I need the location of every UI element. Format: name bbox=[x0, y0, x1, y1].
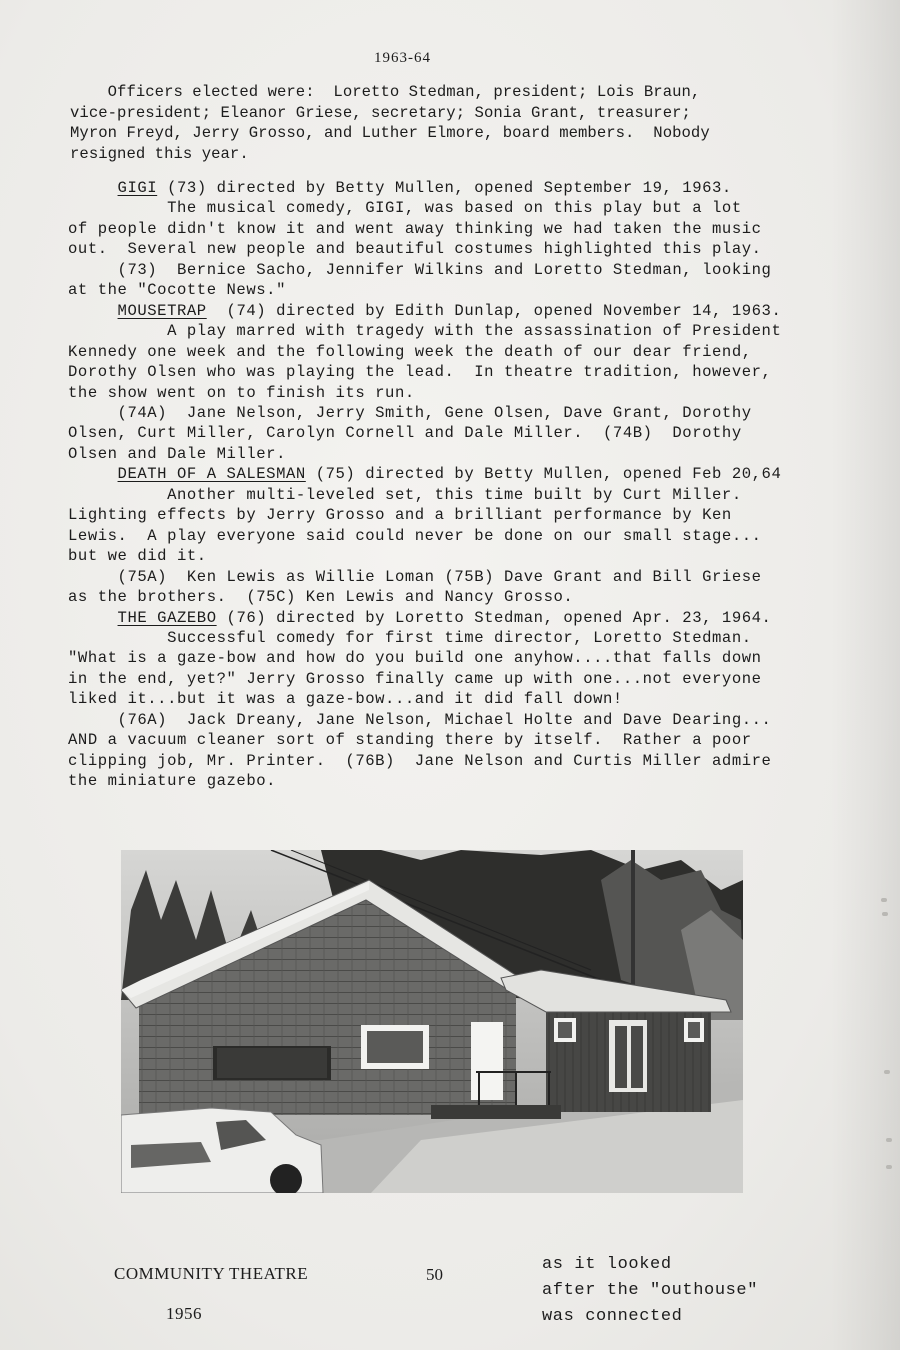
caption-right bbox=[542, 1252, 758, 1330]
binding-mark bbox=[886, 1138, 892, 1142]
text-line: "What is a gaze-bow and how do you build one anyhow....that falls down bbox=[68, 649, 762, 668]
text-line: AND a vacuum cleaner sort of standing there by itself. Rather a poor bbox=[68, 731, 752, 750]
community-theatre-photo bbox=[121, 850, 743, 1193]
text-line: (76A) Jack Dreany, Jane Nelson, Michael Holte and Dave Dearing... bbox=[68, 710, 772, 729]
binding-mark bbox=[884, 1070, 890, 1074]
caption-line: was connected bbox=[542, 1307, 683, 1326]
play-heading bbox=[68, 301, 781, 321]
play-details: (74) directed by Edith Dunlap, opened November 14, 1963. bbox=[206, 301, 782, 320]
page-heading-year: 1963-64 bbox=[374, 50, 431, 66]
text-line: Successful comedy for first time director, Loretto Stedman. bbox=[68, 628, 752, 647]
text-line: at the "Cocotte News." bbox=[68, 281, 286, 300]
text-line: but we did it. bbox=[68, 547, 207, 566]
text-line: A play marred with tragedy with the assassination of President bbox=[68, 322, 782, 341]
text-line: out. Several new people and beautiful costumes highlighted this play. bbox=[68, 240, 762, 259]
text-line: Officers elected were: Loretto Stedman, president; Lois Braun, bbox=[70, 83, 701, 101]
text-line: in the end, yet?" Jerry Grosso finally came up with one...not everyone bbox=[68, 669, 762, 688]
play-details: (76) directed by Loretto Stedman, opened Apr. 23, 1964. bbox=[216, 608, 772, 627]
play-title: DEATH OF A SALESMAN bbox=[117, 465, 306, 484]
officers-paragraph bbox=[70, 82, 710, 164]
binding-mark bbox=[882, 912, 888, 916]
binding-mark bbox=[881, 898, 887, 902]
text-line: of people didn't know it and went away thinking we had taken the music bbox=[68, 219, 762, 238]
caption-line: after the "outhouse" bbox=[542, 1281, 759, 1300]
text-line: vice-president; Eleanor Griese, secretary; Sonia Grant, treasurer; bbox=[70, 103, 691, 122]
utility-pole bbox=[631, 850, 635, 1000]
plays-section bbox=[68, 178, 781, 792]
page-edge-shadow bbox=[830, 0, 900, 1350]
play-details: (73) directed by Betty Mullen, opened September 19, 1963. bbox=[157, 179, 732, 197]
text-line: Lighting effects by Jerry Grosso and a brilliant performance by Ken bbox=[68, 506, 732, 525]
text-line: Kennedy one week and the following week the death of our dear friend, bbox=[68, 342, 752, 361]
binding-mark bbox=[886, 1165, 892, 1169]
door bbox=[471, 1022, 503, 1100]
play-heading bbox=[68, 178, 781, 198]
text-line: (74A) Jane Nelson, Jerry Smith, Gene Olsen, Dave Grant, Dorothy bbox=[68, 403, 752, 422]
play-title: THE GAZEBO bbox=[117, 608, 217, 627]
text-line: Olsen, Curt Miller, Carolyn Cornell and Dale Miller. (74B) Dorothy bbox=[68, 424, 742, 443]
text-line: the show went on to finish its run. bbox=[68, 383, 415, 402]
text-line: (75A) Ken Lewis as Willie Loman (75B) Dave Grant and Bill Griese bbox=[68, 567, 762, 586]
text-line: as the brothers. (75C) Ken Lewis and Nancy Grosso. bbox=[68, 588, 574, 607]
caption-title: COMMUNITY THEATRE bbox=[114, 1264, 309, 1283]
play-heading bbox=[68, 608, 781, 628]
photo-illustration bbox=[121, 850, 743, 1193]
play-title: MOUSETRAP bbox=[117, 301, 207, 320]
caption-year: 1956 bbox=[166, 1304, 202, 1323]
text-line: The musical comedy, GIGI, was based on this play but a lot bbox=[68, 199, 742, 218]
play-title: GIGI bbox=[117, 179, 158, 197]
play-details: (75) directed by Betty Mullen, opened Feb 20,64 bbox=[305, 465, 782, 484]
caption-line: as it looked bbox=[542, 1255, 672, 1274]
text-line: Another multi-leveled set, this time built by Curt Miller. bbox=[68, 485, 742, 504]
text-line: Lewis. A play everyone said could never be done on our small stage... bbox=[68, 526, 762, 545]
text-line: clipping job, Mr. Printer. (76B) Jane Nelson and Curtis Miller admire bbox=[68, 751, 772, 770]
text-line: Olsen and Dale Miller. bbox=[68, 444, 286, 463]
text-line: resigned this year. bbox=[70, 144, 249, 163]
page-number: 50 bbox=[426, 1265, 443, 1284]
text-line: Dorothy Olsen who was playing the lead. In theatre tradition, however, bbox=[68, 363, 772, 382]
play-heading bbox=[68, 464, 781, 484]
text-line: liked it...but it was a gaze-bow...and it did fall down! bbox=[68, 690, 623, 709]
text-line: (73) Bernice Sacho, Jennifer Wilkins and Loretto Stedman, looking bbox=[68, 260, 772, 279]
text-line: Myron Freyd, Jerry Grosso, and Luther Elmore, board members. Nobody bbox=[70, 124, 710, 143]
text-line: the miniature gazebo. bbox=[68, 772, 277, 791]
caption-left bbox=[114, 1254, 308, 1334]
